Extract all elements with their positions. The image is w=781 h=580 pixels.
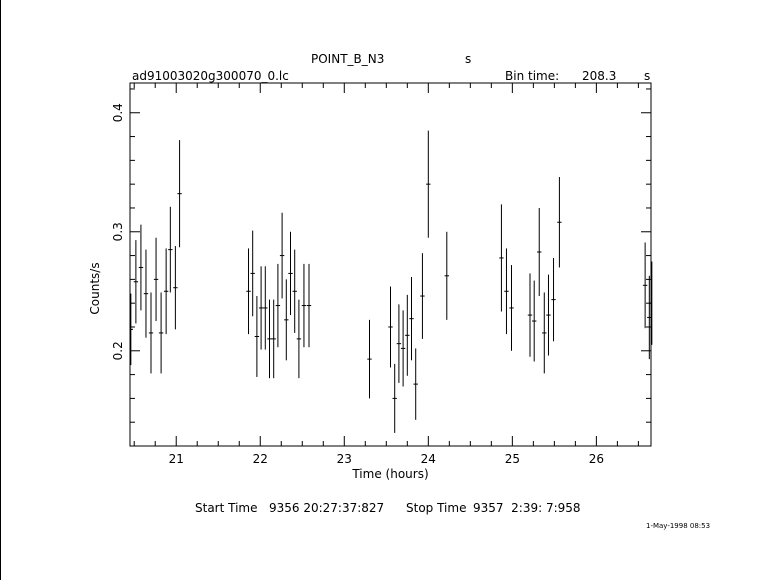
data-point: [542, 292, 546, 373]
start-time-label: Start Time: [195, 501, 258, 515]
data-point: [537, 208, 541, 296]
data-point: [551, 258, 555, 341]
x-tick-label: 25: [504, 452, 520, 466]
x-tick-label: 26: [588, 452, 605, 466]
bin-time-unit: s: [644, 69, 651, 83]
data-point: [250, 231, 254, 317]
data-point: [293, 250, 297, 333]
stop-time-value: 9357 2:39: 7:958: [473, 501, 581, 515]
data-point: [255, 296, 259, 377]
data-point: [139, 225, 143, 311]
data-point: [168, 207, 172, 293]
data-point: [302, 264, 306, 347]
data-point: [445, 232, 449, 320]
data-points: [130, 131, 652, 433]
data-point: [414, 348, 418, 419]
bin-time-value: 208.3: [582, 69, 617, 83]
y-tick-label: 0.4: [111, 103, 125, 123]
y-tick-label: 0.2: [111, 341, 125, 361]
data-point: [532, 281, 536, 362]
date-stamp: 1-May-1998 08:53: [646, 522, 711, 530]
data-point: [276, 264, 280, 347]
data-point: [164, 248, 168, 334]
data-point: [420, 253, 424, 339]
data-point: [288, 232, 292, 315]
data-point: [647, 276, 651, 359]
data-point: [284, 279, 288, 360]
data-point: [409, 277, 413, 360]
data-point: [393, 364, 397, 433]
data-point: [426, 131, 430, 238]
data-point: [397, 304, 401, 383]
data-point: [149, 292, 153, 373]
data-point: [263, 266, 267, 349]
data-point: [267, 300, 271, 379]
data-point: [259, 266, 263, 349]
y-tick-label: 0.3: [111, 222, 125, 242]
object-unit: s: [465, 52, 472, 66]
data-point: [509, 265, 513, 351]
bin-time-label: Bin time:: [505, 69, 560, 83]
data-point: [271, 300, 275, 379]
data-point: [173, 246, 177, 329]
x-tick-label: 24: [420, 452, 436, 466]
data-point: [154, 238, 158, 321]
axis-ticks: [130, 83, 651, 446]
data-point: [504, 248, 508, 334]
start-time-value: 9356 20:27:37:827: [269, 501, 385, 515]
data-point: [159, 292, 163, 373]
data-point: [130, 294, 133, 365]
data-point: [546, 275, 550, 356]
data-point: [401, 310, 405, 386]
data-point: [528, 273, 532, 356]
data-point: [280, 213, 284, 299]
x-axis-label: Time (hours): [352, 467, 429, 481]
x-tick-label: 22: [252, 452, 268, 466]
data-point: [388, 287, 392, 368]
data-point: [367, 320, 371, 399]
data-point: [246, 248, 250, 334]
data-point: [405, 295, 409, 376]
data-point: [134, 240, 138, 323]
stop-time-label: Stop Time: [406, 501, 467, 515]
x-tick-label: 23: [336, 452, 352, 466]
data-point: [144, 250, 148, 338]
data-point: [177, 140, 181, 247]
x-tick-label: 21: [168, 452, 184, 466]
data-point: [557, 177, 561, 267]
file-name: ad91003020g300070_0.lc: [132, 69, 289, 83]
data-point: [499, 204, 503, 311]
data-point: [297, 300, 301, 379]
y-axis-label: Counts/s: [88, 262, 102, 315]
data-point: [307, 264, 311, 347]
object-label: POINT_B_N3: [311, 52, 385, 66]
plot-frame: [130, 83, 651, 446]
